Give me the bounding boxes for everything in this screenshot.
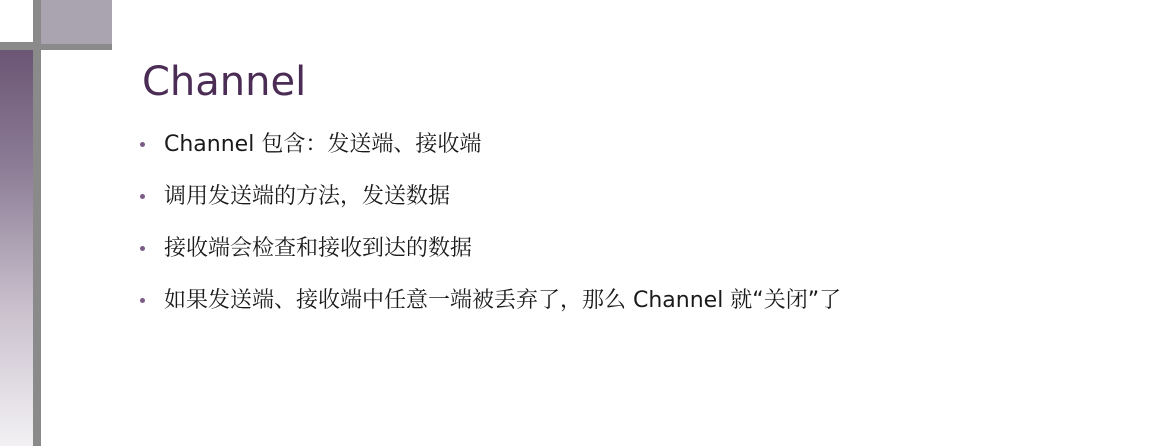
- bullet-text: 调用发送端的方法，发送数据: [164, 184, 451, 209]
- decorative-square: [41, 0, 112, 44]
- bullet-text: 如果发送端、接收端中任意一端被丢弃了，那么 Channel 就“关闭”了: [164, 288, 842, 313]
- bullet-list: [140, 128, 841, 336]
- bullet-text: Channel 包含：发送端、接收端: [164, 132, 482, 157]
- bullet-item: [140, 284, 841, 336]
- bullet-text: 接收端会检查和接收到达的数据: [164, 236, 473, 261]
- bullet-dot-icon: [140, 298, 145, 303]
- slide-title: Channel: [142, 59, 307, 105]
- bullet-dot-icon: [140, 246, 145, 251]
- decorative-gradient-strip: [0, 50, 34, 446]
- bullet-item: [140, 180, 841, 232]
- bullet-item: [140, 128, 841, 180]
- bullet-dot-icon: [140, 194, 145, 199]
- bullet-item: [140, 232, 841, 284]
- bullet-dot-icon: [140, 142, 145, 147]
- decorative-vertical-bar: [33, 0, 41, 446]
